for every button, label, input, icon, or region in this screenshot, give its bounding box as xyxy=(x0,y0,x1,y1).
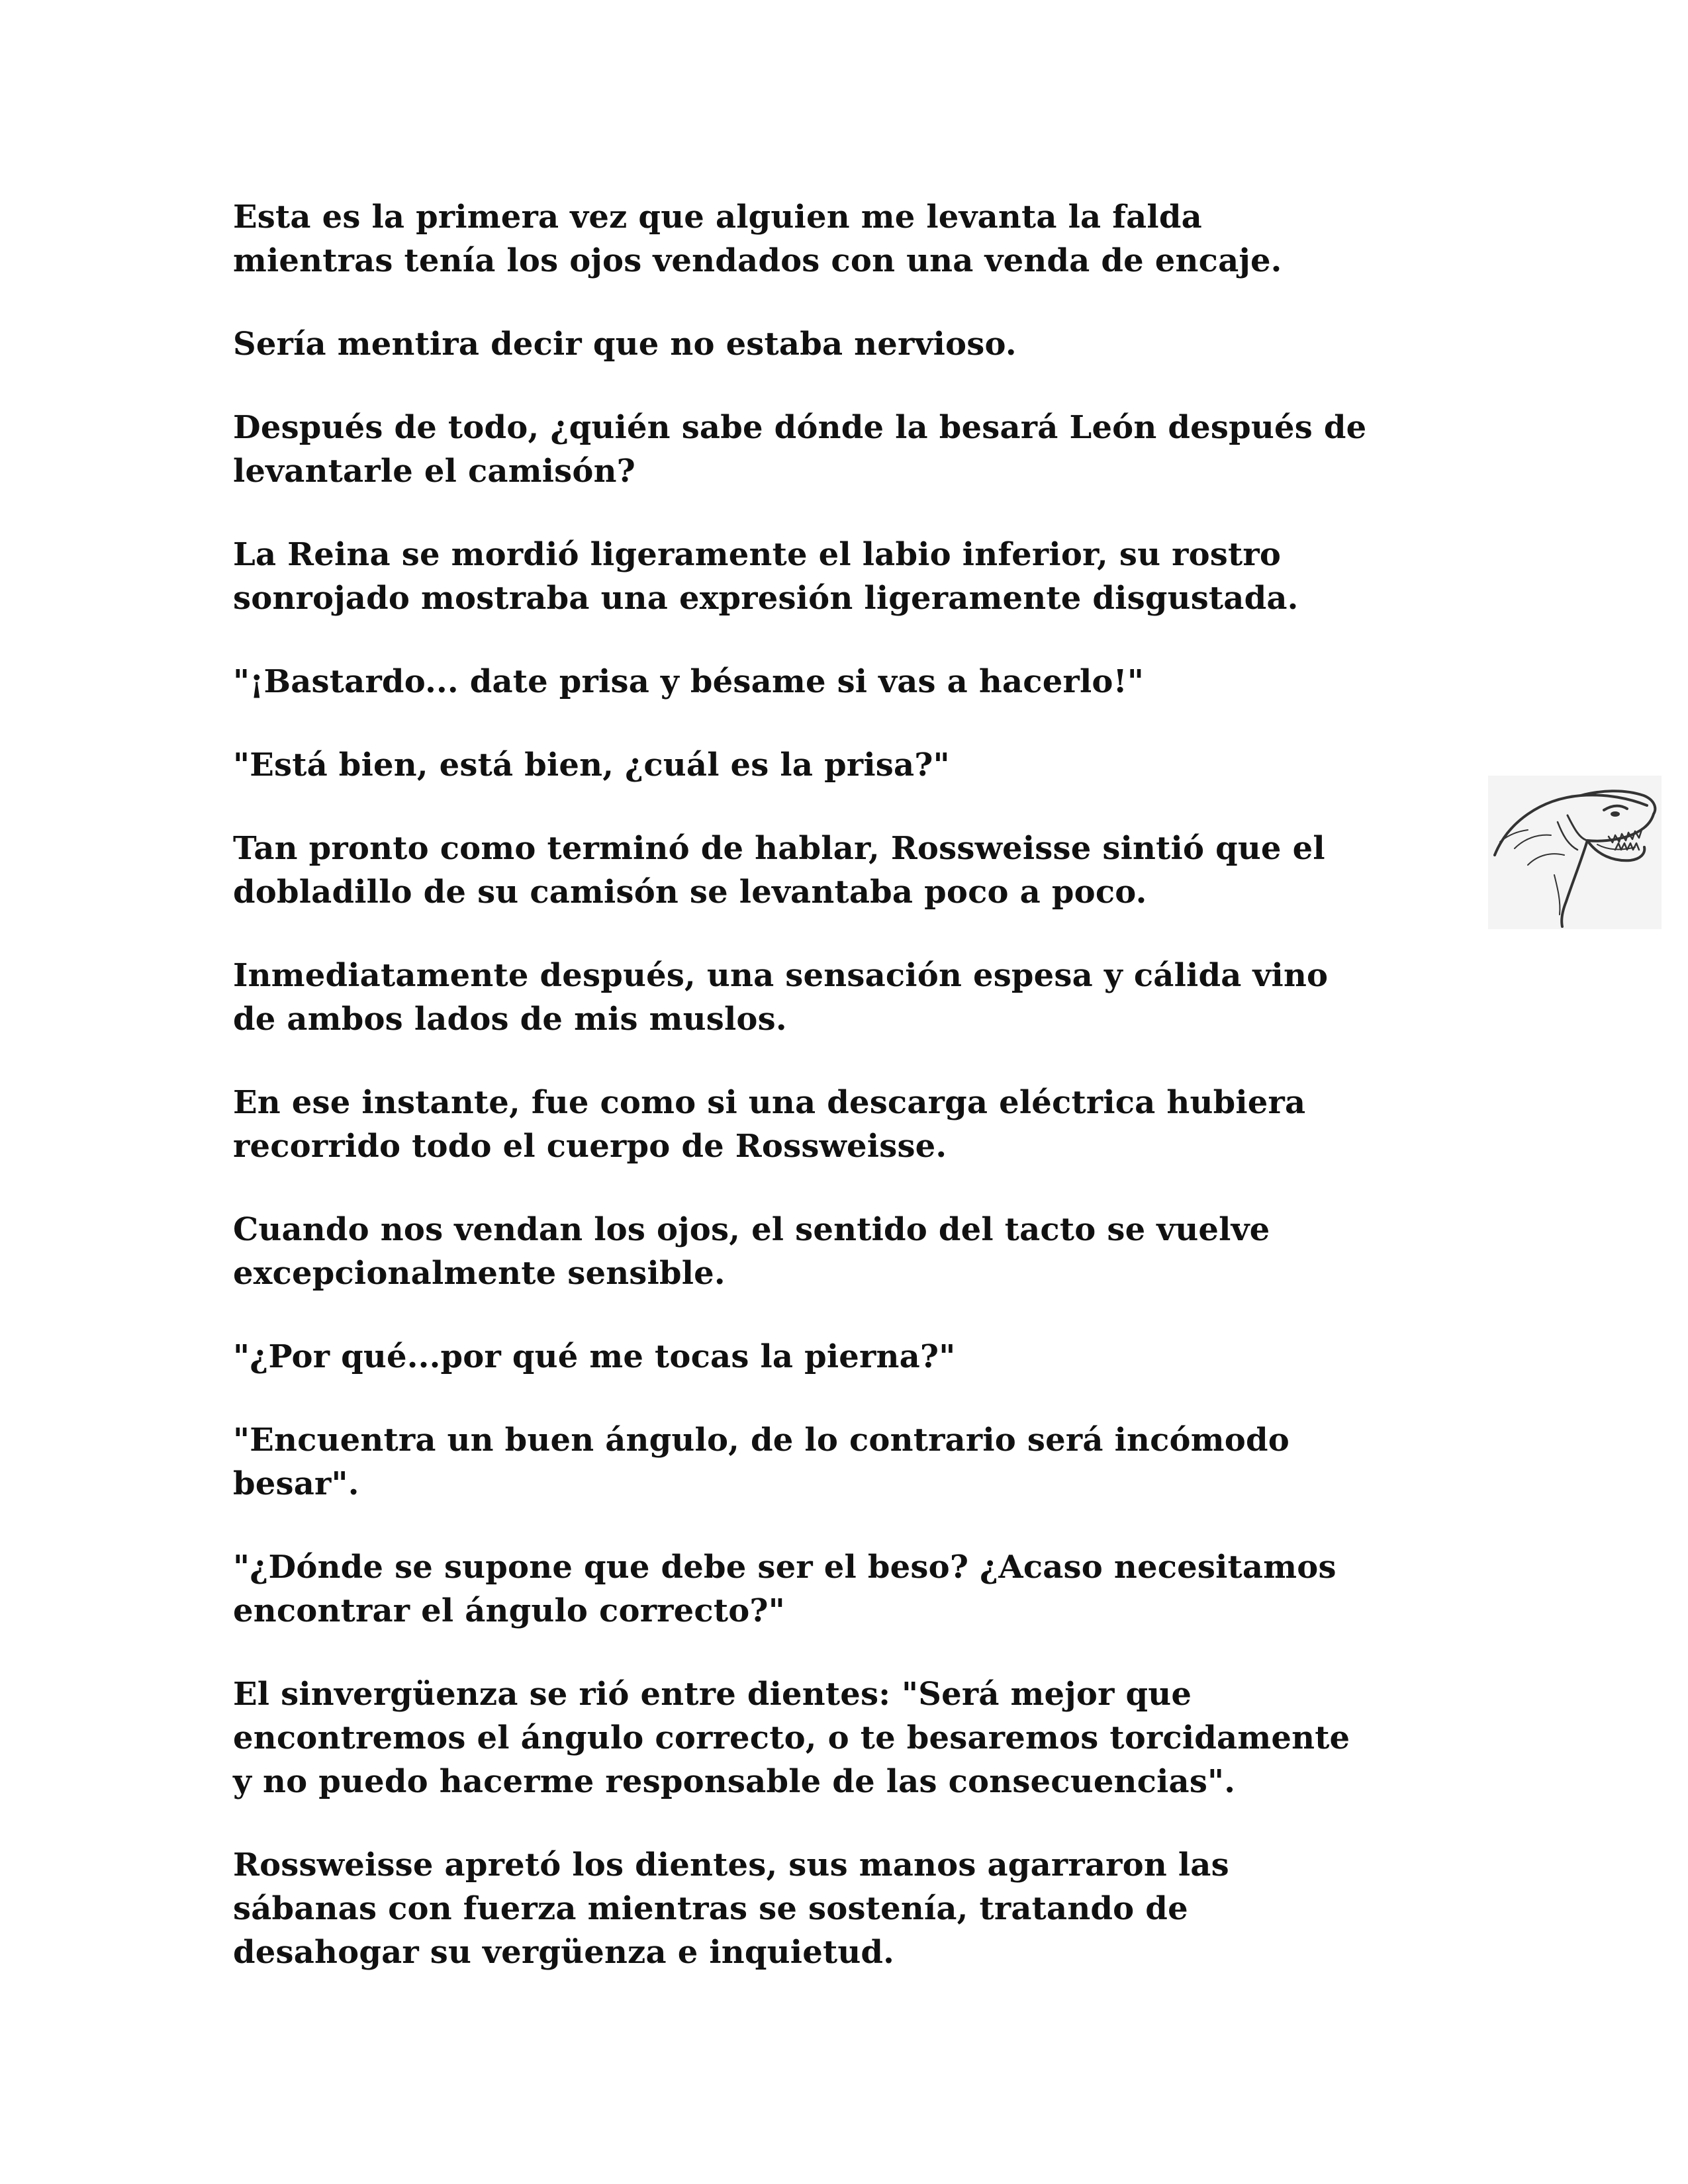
paragraph: Rossweisse apretó los dientes, sus manos agarraron las sábanas con fuerza mientras se sostenía, tratando de desahogar su vergüenza e inquietud. xyxy=(233,1846,1229,1971)
paragraph: "¿Por qué...por qué me tocas la pierna?" xyxy=(233,1338,956,1375)
paragraph: Cuando nos vendan los ojos, el sentido del tacto se vuelve excepcionalmente sensible. xyxy=(233,1211,1270,1292)
paragraph: Sería mentira decir que no estaba nervioso. xyxy=(233,326,1017,363)
dinosaur-head-sketch-icon xyxy=(1488,776,1662,929)
paragraph: "¿Dónde se supone que debe ser el beso? ¿Acaso necesitamos encontrar el ángulo correcto?" xyxy=(233,1549,1336,1629)
paragraph: Tan pronto como terminó de hablar, Rossweisse sintió que el dobladillo de su camisón se levantaba poco a poco. xyxy=(233,830,1325,911)
paragraph: El sinvergüenza se rió entre dientes: "Será mejor que encontremos el ángulo correcto, o te besaremos torcidamente y no puedo hacerme responsable de las consecuencias". xyxy=(233,1676,1350,1800)
paragraph: Esta es la primera vez que alguien me levanta la falda mientras tenía los ojos vendados con una venda de encaje. xyxy=(233,199,1282,279)
paragraph: "Encuentra un buen ángulo, de lo contrario será incómodo besar". xyxy=(233,1422,1289,1502)
paragraph: "Está bien, está bien, ¿cuál es la prisa?" xyxy=(233,747,950,784)
story-text xyxy=(233,195,1524,2014)
paragraph: "¡Bastardo... date prisa y bésame si vas a hacerlo!" xyxy=(233,663,1145,700)
paragraph: Después de todo, ¿quién sabe dónde la besará León después de levantarle el camisón? xyxy=(233,409,1367,490)
paragraph: En ese instante, fue como si una descarga eléctrica hubiera recorrido todo el cuerpo de Rossweisse. xyxy=(233,1084,1306,1165)
paragraph: La Reina se mordió ligeramente el labio inferior, su rostro sonrojado mostraba una expresión ligeramente disgustada. xyxy=(233,536,1299,617)
paragraph: Inmediatamente después, una sensación espesa y cálida vino de ambos lados de mis muslos. xyxy=(233,957,1329,1038)
